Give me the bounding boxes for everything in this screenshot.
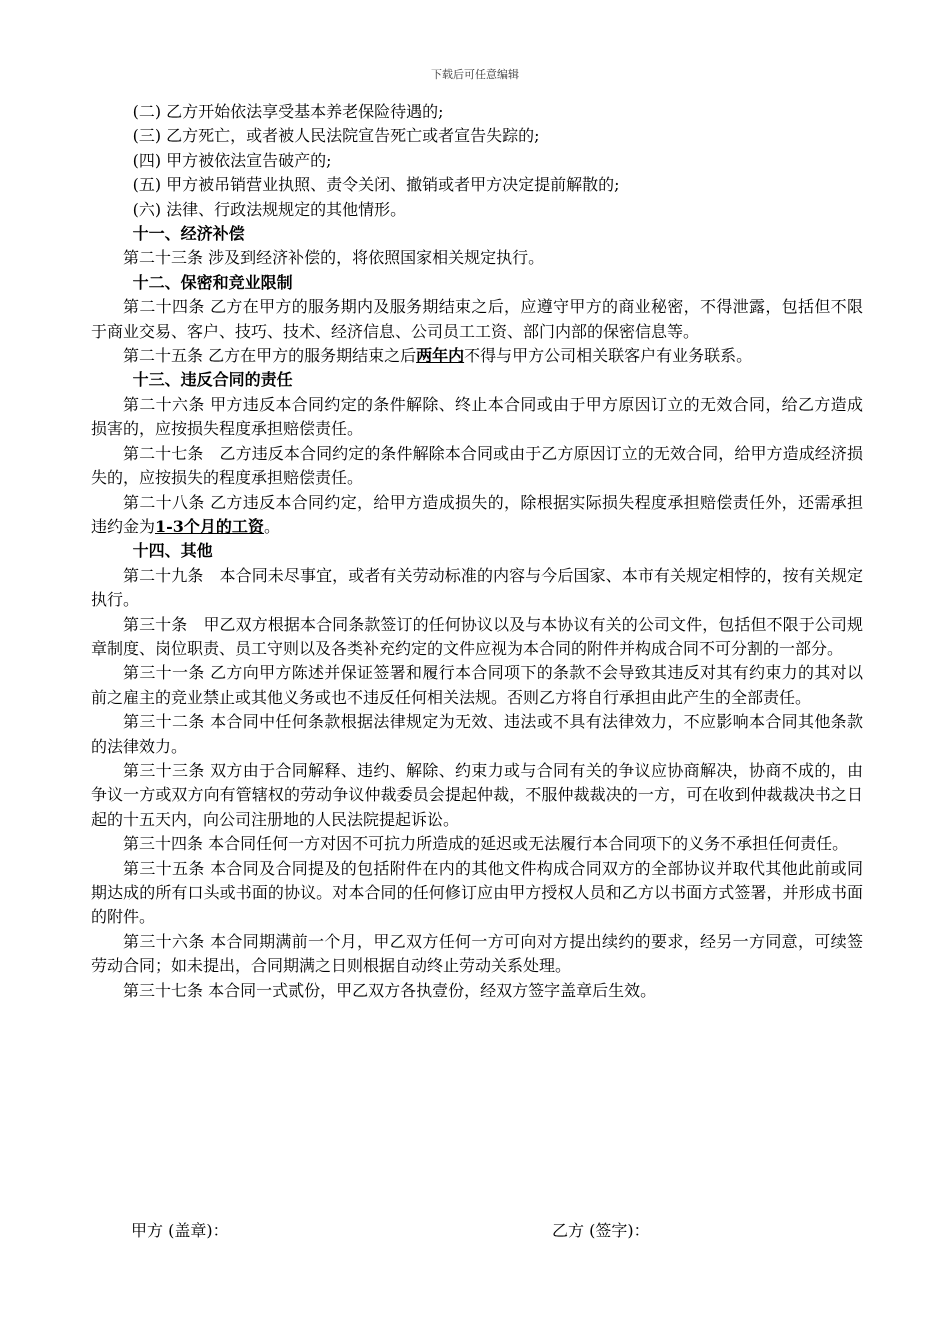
- article-25-emphasis: 两年内: [416, 346, 465, 366]
- section-heading-11: 十一、经济补偿: [132, 224, 245, 244]
- article-24: 第二十四条 乙方在甲方的服务期内及服务期结束之后，应遵守甲方的商业秘密，不得泄露，包括但不限于商业交易、客户、技巧、技术、经济信息、公司员工工资、部门内部的保密信息等。: [91, 297, 863, 341]
- party-b-signature: 乙方 (签字)：: [552, 1221, 650, 1240]
- article-28-text-end: 。: [263, 516, 280, 536]
- article-25-text-end: 不得与甲方公司相关联客户有业务联系。: [464, 346, 753, 366]
- article-33: 第三十三条 双方由于合同解释、违约、解除、约束力或与合同有关的争议应协商解决，协商不成的，由争议一方或双方向有管辖权的劳动争议仲裁委员会提起仲裁，不服仲裁裁决的一方，可在收到仲裁裁决书之日起的十五天内，向公司注册地的人民法院提起诉讼。: [91, 760, 863, 829]
- article-28-emphasis: 1-3个月的工资: [155, 516, 264, 536]
- party-a-signature: 甲方 (盖章)：: [131, 1221, 229, 1240]
- list-item: (四) 甲方被依法宣告破产的;: [132, 150, 332, 170]
- article-30: 第三十条 甲乙双方根据本合同条款签订的任何协议以及与本协议有关的公司文件，包括但不限于公司规章制度、岗位职责、员工守则以及各类补充约定的文件应视为本合同的附件并构成合同不可分割的一部分。: [91, 614, 863, 658]
- page-header: 下载后可任意编辑: [431, 68, 519, 81]
- article-29: 第二十九条 本合同未尽事宜，或者有关劳动标准的内容与今后国家、本市有关规定相悖的，按有关规定执行。: [91, 565, 863, 610]
- article-28-text: 第二十八条 乙方违反本合同约定，给甲方造成损失的，除根据实际损失程度承担赔偿责任外，还需承担违约金为: [91, 492, 863, 536]
- contract-body: [91, 100, 863, 1003]
- list-item: (五) 甲方被吊销营业执照、责令关闭、撤销或者甲方决定提前解散的;: [132, 175, 620, 195]
- article-31: 第三十一条 乙方向甲方陈述并保证签署和履行本合同项下的条款不会导致其违反对其有约束力的其对以前之雇主的竞业禁止或其他义务或也不违反任何相关法规。否则乙方将自行承担由此产生的全部责任。: [91, 663, 863, 707]
- list-item: (二) 乙方开始依法享受基本养老保险待遇的;: [132, 102, 444, 121]
- article-25-text: 第二十五条 乙方在甲方的服务期结束之后: [123, 346, 417, 366]
- article-28: [91, 491, 863, 540]
- article-36: 第三十六条 本合同期满前一个月，甲乙双方任何一方可向对方提出续约的要求，经另一方同意，可续签劳动合同；如未提出，合同期满之日则根据自动终止劳动关系处理。: [91, 931, 863, 976]
- list-item: (六) 法律、行政法规规定的其他情形。: [132, 199, 407, 219]
- article-26: 第二十六条 甲方违反本合同约定的条件解除、终止本合同或由于甲方原因订立的无效合同，给乙方造成损害的，应按损失程度承担赔偿责任。: [91, 394, 863, 439]
- article-35: 第三十五条 本合同及合同提及的包括附件在内的其他文件构成合同双方的全部协议并取代其他此前或同期达成的所有口头或书面的协议。对本合同的任何修订应由甲方授权人员和乙方以书面方式签署，并形成书面的附件。: [91, 858, 863, 927]
- list-item: (三) 乙方死亡，或者被人民法院宣告死亡或者宣告失踪的;: [132, 126, 540, 146]
- article-27: 第二十七条 乙方违反本合同约定的条件解除本合同或由于乙方原因订立的无效合同，给甲方造成经济损失的，应按损失的程度承担赔偿责任。: [91, 443, 863, 488]
- article-34: 第三十四条 本合同任何一方对因不可抗力所造成的延迟或无法履行本合同项下的义务不承担任何责任。: [123, 834, 849, 854]
- article-25: [91, 344, 863, 368]
- section-heading-14: 十四、其他: [132, 541, 213, 561]
- article-23: 第二十三条 涉及到经济补偿的，将依照国家相关规定执行。: [123, 248, 545, 268]
- article-32: 第三十二条 本合同中任何条款根据法律规定为无效、违法或不具有法律效力，不应影响本合同其他条款的法律效力。: [91, 712, 863, 756]
- section-heading-12: 十二、保密和竞业限制: [132, 272, 293, 292]
- article-37: 第三十七条 本合同一式贰份，甲乙双方各执壹份，经双方签字盖章后生效。: [123, 980, 657, 1000]
- section-heading-13: 十三、违反合同的责任: [132, 370, 293, 390]
